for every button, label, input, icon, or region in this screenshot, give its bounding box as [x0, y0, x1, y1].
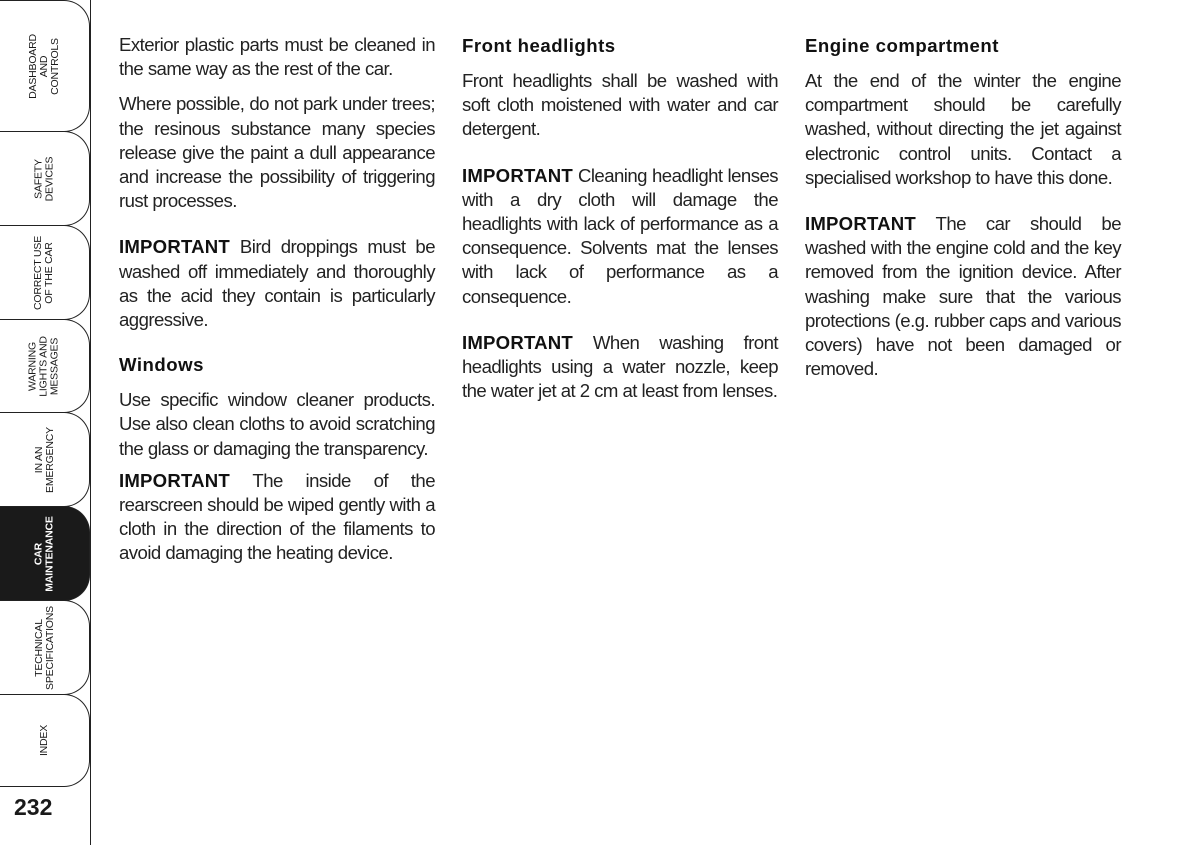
paragraph-important [119, 469, 435, 566]
paragraph: Exterior plastic parts must be cleaned in the same way as the rest of the car. [119, 34, 435, 80]
paragraph: At the end of the winter the engine compartment should be carefully washed, without directing the jet against electronic control units. Contact a specialised workshop to have this done. [805, 70, 1121, 188]
paragraph-text: Bird droppings must be washed off immediately and thoroughly as the acid they contain is particularly aggressive. [119, 236, 435, 331]
tab-warning-lights-and-messages[interactable] [0, 319, 90, 413]
chapter-sidebar [0, 0, 92, 845]
tab-label: CAR MAINTENANCE [32, 515, 56, 592]
tab-label: INDEX [38, 724, 50, 757]
section-heading-windows: Windows [119, 354, 204, 376]
paragraph: Where possible, do not park under trees; the resinous substance many species release give the paint a dull appearance and increase the possibility of triggering rust processes. [119, 93, 435, 212]
paragraph-text: The car should be washed with the engine cold and the key removed from the ignition device. After washing make sure that the various protections (e.g. rubber caps and various covers) have not been damaged or removed. [805, 213, 1121, 380]
tab-car-maintenance[interactable] [0, 506, 90, 601]
paragraph-text: The inside of the rearscreen should be wiped gently with a cloth in the direction of the filaments to avoid damaging the heating device. [119, 469, 435, 564]
sidebar-spine [90, 0, 91, 845]
section-heading-front-headlights: Front headlights [462, 35, 616, 56]
page-number: 232 [14, 794, 53, 820]
tab-label: DASHBOARD AND CONTROLS [27, 33, 61, 99]
important-label: IMPORTANT [462, 164, 573, 186]
column-2 [462, 33, 778, 403]
paragraph-important [462, 331, 778, 404]
paragraph-important [462, 164, 778, 309]
tab-technical-specifications[interactable] [0, 600, 90, 695]
tab-label: WARNING LIGHTS AND MESSAGES [27, 335, 61, 397]
column-1 [119, 33, 435, 566]
important-label: IMPORTANT [119, 469, 230, 491]
tab-label: CORRECT USE OF THE CAR [32, 235, 56, 310]
tab-index[interactable] [0, 694, 90, 787]
tab-in-an-emergency[interactable] [0, 412, 90, 507]
paragraph-important [805, 212, 1121, 381]
important-label: IMPORTANT [805, 213, 916, 235]
column-3 [805, 33, 1121, 381]
tab-label: TECHNICAL SPECIFICATIONS [32, 605, 56, 690]
paragraph-text: When washing front headlights using a water nozzle, keep the water jet at 2 cm at least from lenses. [462, 331, 778, 402]
section-heading-engine-compartment: Engine compartment [805, 35, 999, 56]
tab-label: IN AN EMERGENCY [32, 426, 56, 493]
tab-label: SAFETY DEVICES [32, 156, 56, 201]
important-label: IMPORTANT [462, 331, 573, 353]
important-label: IMPORTANT [119, 236, 230, 258]
paragraph: Front headlights shall be washed with soft cloth moistened with water and car detergent. [462, 70, 778, 140]
paragraph-important [119, 235, 435, 332]
paragraph: Use specific window cleaner products. Use also clean cloths to avoid scratching the glass or damaging the transparency. [119, 389, 435, 459]
tab-safety-devices[interactable] [0, 131, 90, 226]
tab-correct-use-of-the-car[interactable] [0, 225, 90, 320]
paragraph-text: Cleaning headlight lenses with a dry cloth will damage the headlights with lack of performance as a consequence. Solvents mat the lenses with lack of performance as a consequence. [462, 164, 778, 307]
tab-dashboard-and-controls[interactable] [0, 0, 90, 132]
